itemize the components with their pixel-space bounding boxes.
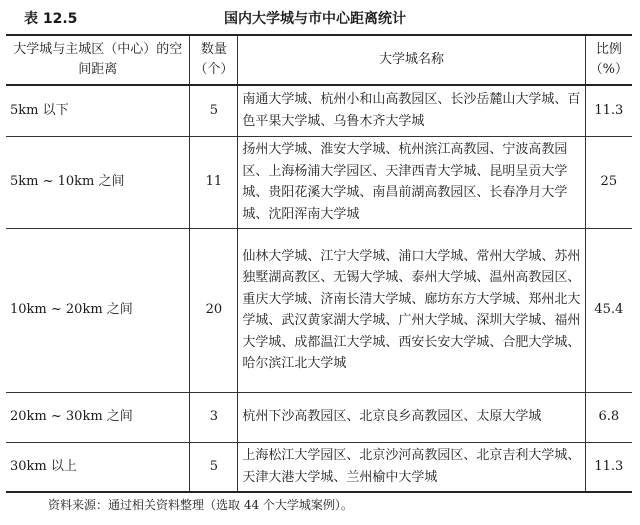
- source-note: 资料来源：通过相关资料整理（选取 44 个大学城案例）。: [48, 498, 353, 512]
- ratio-cell: 6.8: [585, 392, 632, 442]
- count-cell: 20: [190, 228, 238, 392]
- count-cell: 5: [190, 442, 238, 492]
- table-row: [6, 442, 632, 492]
- count-cell: 3: [190, 392, 238, 442]
- header-names: 大学城名称: [238, 35, 585, 85]
- ratio-cell: 11.3: [585, 85, 632, 136]
- names-cell: 扬州大学城、淮安大学城、杭州滨江高教园、宁波高教园区、上海杨浦大学园区、天津西青大学城、昆明呈贡大学城、贵阳花溪大学城、南昌前湖高教园区、长春净月大学城、沈阳浑南大学城: [238, 136, 585, 228]
- distance-statistics-table: [6, 34, 632, 493]
- table-number: 表 12.5: [24, 11, 78, 27]
- table-title: 国内大学城与市中心距离统计: [224, 11, 406, 27]
- names-cell: 杭州下沙高教园区、北京良乡高教园区、太原大学城: [238, 392, 585, 442]
- ratio-cell: 11.3: [585, 442, 632, 492]
- header-row: [6, 35, 632, 85]
- distance-cell: 10km ~ 20km 之间: [6, 228, 190, 392]
- distance-cell: 30km 以上: [6, 442, 190, 492]
- header-distance: 大学城与主城区（中心）的空间距离: [6, 35, 190, 85]
- header-count: 数量（个）: [190, 35, 238, 85]
- table-caption: [24, 8, 624, 28]
- count-cell: 5: [190, 85, 238, 136]
- distance-cell: 5km 以下: [6, 85, 190, 136]
- ratio-cell: 45.4: [585, 228, 632, 392]
- header-ratio: 比例（%）: [585, 35, 632, 85]
- distance-cell: 5km ~ 10km 之间: [6, 136, 190, 228]
- table-row: [6, 136, 632, 228]
- names-cell: 南通大学城、杭州小和山高教园区、长沙岳麓山大学城、百色平果大学城、乌鲁木齐大学城: [238, 85, 585, 136]
- names-cell: 上海松江大学园区、北京沙河高教园区、北京吉利大学城、天津大港大学城、兰州榆中大学城: [238, 442, 585, 492]
- table-row: [6, 228, 632, 392]
- ratio-cell: 25: [585, 136, 632, 228]
- table-row: [6, 85, 632, 136]
- table-row: [6, 392, 632, 442]
- distance-cell: 20km ~ 30km 之间: [6, 392, 190, 442]
- names-cell: 仙林大学城、江宁大学城、浦口大学城、常州大学城、苏州独墅湖高教区、无锡大学城、泰州大学城、温州高教园区、重庆大学城、济南长清大学城、廊坊东方大学城、郑州北大学城、武汉黄家湖大学城、广州大学城、深圳大学城、福州大学城、成都温江大学城、西安长安大学城、合肥大学城、哈尔滨江北大学城: [238, 228, 585, 392]
- count-cell: 11: [190, 136, 238, 228]
